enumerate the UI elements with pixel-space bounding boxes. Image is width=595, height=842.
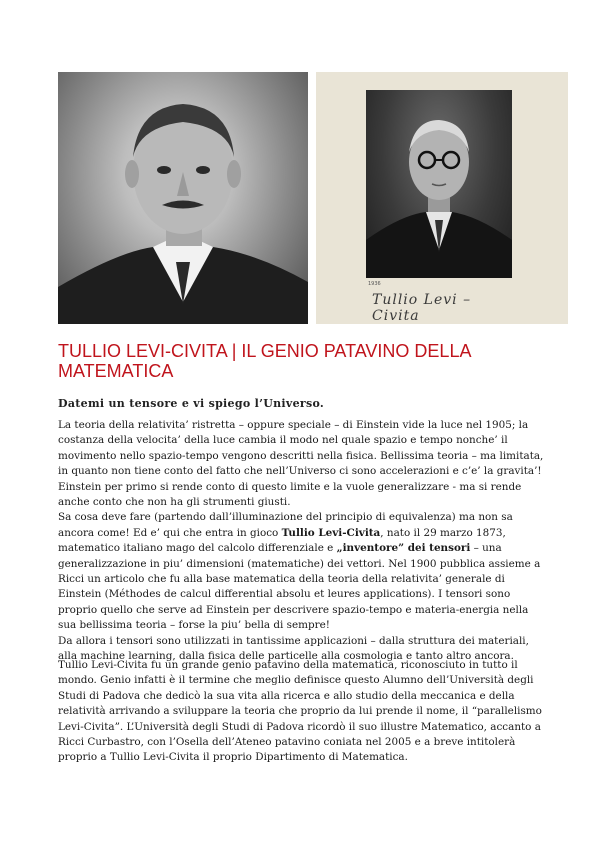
- subtitle: Datemi un tensore e vi spiego l’Universo.: [58, 397, 325, 410]
- portrait-photo-right: [316, 72, 568, 324]
- paragraph-biography: [58, 658, 546, 766]
- page-title: TULLIO LEVI-CIVITA | IL GENIO PATAVINO DELLA MATEMATICA: [58, 341, 471, 381]
- paragraph-relativity: [58, 418, 546, 665]
- portrait-right-illustration: [366, 90, 512, 278]
- bold-name: Tullio Levi-Civita: [281, 526, 381, 539]
- paragraph-text: Da allora i tensori sono utilizzati in tantissime applicazioni – dalla struttura dei materiali, alla machine learning, dalla fisica delle particelle alla cosmologia e tanto altro ancora.: [58, 634, 529, 663]
- portrait-right-frame: [366, 90, 512, 278]
- bold-tensors: „inventore” dei tensori: [336, 542, 471, 555]
- portrait-photo-left: [58, 72, 308, 324]
- paragraph-text: La teoria della relativita’ ristretta – oppure speciale – di Einstein vide la luce nel 1905; la costanza della velocita’ della luce cambia il modo nel quale spazio e tempo nonche’ il movimento nello spazio-tempo vengono descritti nella fisica. Bellissima teoria – ma limitata, in quanto non tiene conto del fatto che nell’Universo ci sono accelerazioni e c’e’ la gravita’! Einstein per primo si rende conto di questo limite e la vuole generalizzare - ma si rende anche conto che non ha gli strumenti giusti.: [58, 419, 544, 509]
- photo-year: 1936: [368, 281, 381, 287]
- paragraph-text: Sa cosa deve fare (partendo dall’illuminazione del principio di equivalenza) ma non sa ancora come! Ed e’ qui che entra in gioco Tullio Levi-Civita, nato il 29 marzo 1873, matematico italiano mago del calcolo differenziale e „inventore” dei tensori – una generalizzazione in piu’ dimensioni (matematiche) dei vettori. Nel 1900 pubblica assieme a Ricci un articolo che fu alla base matematica della teoria della relativita’ generale di Einstein (Méthodes de calcul differential absolu et leures applications). I tensori sono proprio quello che serve ad Einstein per descrivere spazio-tempo e materia-energia nella sua bellissima teoria – forse la piu’ bella di sempre!: [58, 511, 541, 632]
- signature: Tullio Levi – Civita: [372, 292, 472, 324]
- portrait-left-illustration: [58, 72, 308, 324]
- paragraph-text: Tullio Levi-Civita fu un grande genio patavino della matematica, riconosciuto in tutto il mondo. Genio infatti è il termine che meglio definisce questo Alumno dell’Università degli Studi di Padova che dedicò la sua vita alla ricerca e allo studio della meccanica e della relatività arrivando a sviluppare la teoria che proprio da lui prende il nome, il “parallelismo Levi-Civita”. L’Università degli Studi di Padova ricordò il suo illustre Matematico, accanto a Ricci Curbastro, con l’Osella dell’Ateneo patavino coniata nel 2005 e a breve intitolerà proprio a Tullio Levi-Civita il proprio Dipartimento di Matematica.: [58, 659, 542, 764]
